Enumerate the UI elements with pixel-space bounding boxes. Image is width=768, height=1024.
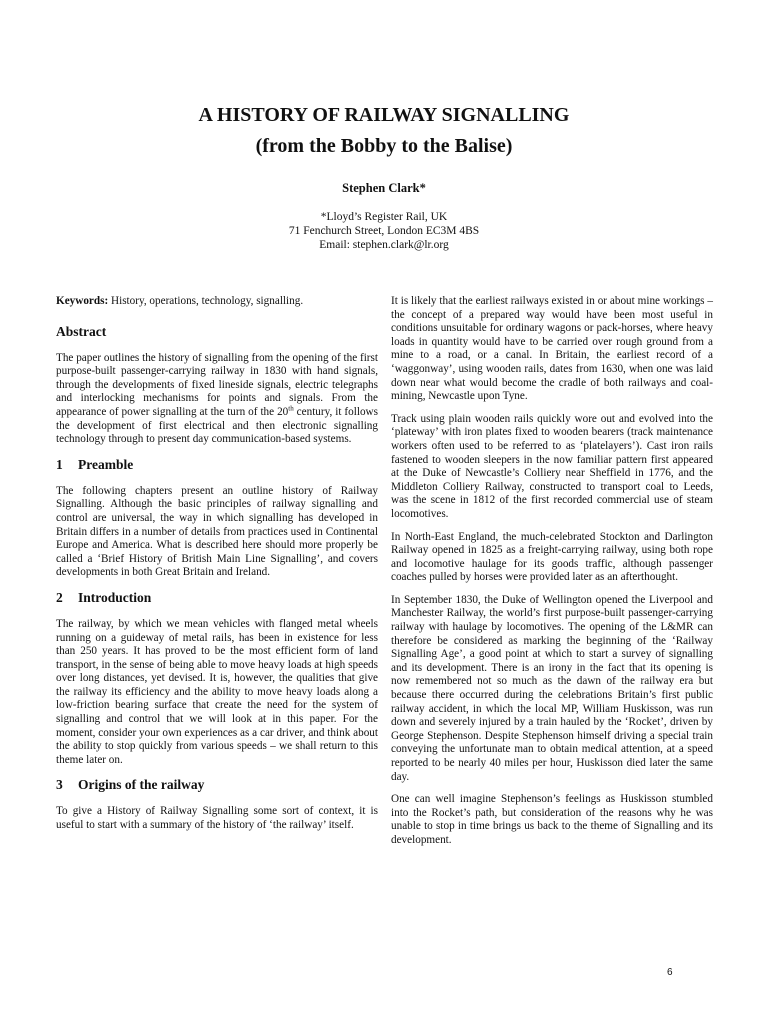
paper-title: A HISTORY OF RAILWAY SIGNALLING [198, 104, 570, 126]
keywords-text: History, operations, technology, signalling. [111, 295, 304, 307]
body-paragraph: One can well imagine Stephenson’s feelings as Huskisson stumbled into the Rocket’s path, but consideration of the reasons why he was unable to stop in time brings us back to the theme of Signalling and its development. [391, 793, 713, 846]
section-heading-origins [56, 776, 378, 794]
right-column [391, 295, 713, 857]
abstract-text: The paper outlines the history of signalling from the opening of the first purpose-built passenger-carrying railway in 1830 with hand signals, through the developments of fixed lineside signals, electric telegraphs and interlocking mechanisms for points and signals. From the appearance of power signalling at the turn of the 20th century, it follows the development of first electrical and then electronic signalling technology through to present day communication-based systems. [56, 351, 378, 446]
section-title: Origins of the railway [78, 777, 205, 793]
body-paragraph: It is likely that the earliest railways existed in or about mine workings – the concept of a prepared way would have been most useful in conditions unsuitable for ordinary wagons or pack-horses, where heavy loads in quantity would have to be carried over rough ground from a mine to a road, or a canal. In Britain, the earliest record of a ‘waggonway’, using wooden rails, dates from 1630, when one was laid down near what would become the cradle of both railways and coal-mining, Newcastle upon Tyne. [391, 295, 713, 403]
keywords [56, 295, 378, 309]
preamble-text: The following chapters present an outline history of Railway Signalling. Although the basic principles of railway signalling and control are universal, the way in which signalling has developed in Britain differs in a number of details from practices used in Continental Europe and America. What is described here should more properly be called a ‘Brief History of British Main Line Signalling’, and covers developments in both Great Britain and Ireland. [56, 484, 378, 579]
section-number: 1 [56, 456, 63, 472]
introduction-text: The railway, by which we mean vehicles with flanged metal wheels running on a guideway of metal rails, has been in existence for less than 250 years. It has proved to be the most efficient form of land transport, in the sense of being able to move heavy loads at high speeds over long distances, yet devised. It is, however, the qualities that give the railway its efficiency and the ability to move heavy loads along a low-friction bearing surface that create the need for the system of signalling and control that we will look at in this paper. For the moment, consider your own experiences as a car driver, and think about the ability to stop quickly from various speeds – we shall return to this theme later on. [56, 617, 378, 766]
section-heading-preamble [56, 456, 378, 474]
author-name: Stephen Clark* [342, 181, 426, 195]
address: 71 Fenchurch Street, London EC3M 4BS [288, 225, 480, 237]
page-number: 6 [667, 967, 673, 978]
paper-subtitle: (from the Bobby to the Balise) [255, 135, 513, 157]
abstract-heading: Abstract [56, 323, 107, 339]
section-title: Introduction [78, 589, 152, 605]
section-heading-introduction [56, 589, 378, 607]
section-number: 2 [56, 589, 63, 605]
body-paragraph: In North-East England, the much-celebrated Stockton and Darlington Railway opened in 1825 as a freight-carrying railway, using both rope and locomotive haulage for its goods traffic, although passenger coaches pulled by horses were provided later as an afterthought. [391, 530, 713, 584]
left-column [56, 295, 378, 842]
body-paragraph: Track using plain wooden rails quickly wore out and evolved into the ‘plateway’ with iron plates fixed to wooden bearers (track maintenance workers often used to be referred to as ‘platelayers’). Cast iron rails fastened to wooden sleepers in the now familiar pattern first appeared at the Duke of Newcastle’s Colliery near Sheffield in 1776, and the Middleton Colliery Railway, constructed to transport coal to Leeds, was the scene in 1812 of the first recorded commercial use of steam locomotives. [391, 412, 713, 520]
body-paragraph: In September 1830, the Duke of Wellington opened the Liverpool and Manchester Railway, the world’s first purpose-built passenger-carrying railway with haulage by locomotives. The opening of the L&MR can therefore be considered as marking the beginning of the ‘Railway Signalling Age’, a good point at which to start a survey of signalling and its development. There is an irony in the fact that its opening is now remembered not so much as the dawn of the railway era but because there occurred during the celebrations Britain’s first public railway accident, in which the local MP, William Huskisson, was run down and severely injured by a train hauled by the ‘Rocket’, driven by George Stephenson. Despite Stephenson himself driving a special train conveying the unfortunate man to obtain medical attention, at a speed reported to be nearly 40 miles per hour, Huskisson died later the same day. [391, 593, 713, 783]
email: Email: stephen.clark@lr.org [319, 239, 449, 251]
section-number: 3 [56, 777, 63, 793]
section-title: Preamble [78, 456, 134, 472]
author-affiliation-block [0, 210, 768, 252]
affiliation: *Lloyd’s Register Rail, UK [320, 211, 448, 223]
keywords-label: Keywords: [56, 295, 109, 307]
origins-text: To give a History of Railway Signalling some sort of context, it is useful to start with a summary of the history of ‘the railway’ itself. [56, 805, 378, 832]
